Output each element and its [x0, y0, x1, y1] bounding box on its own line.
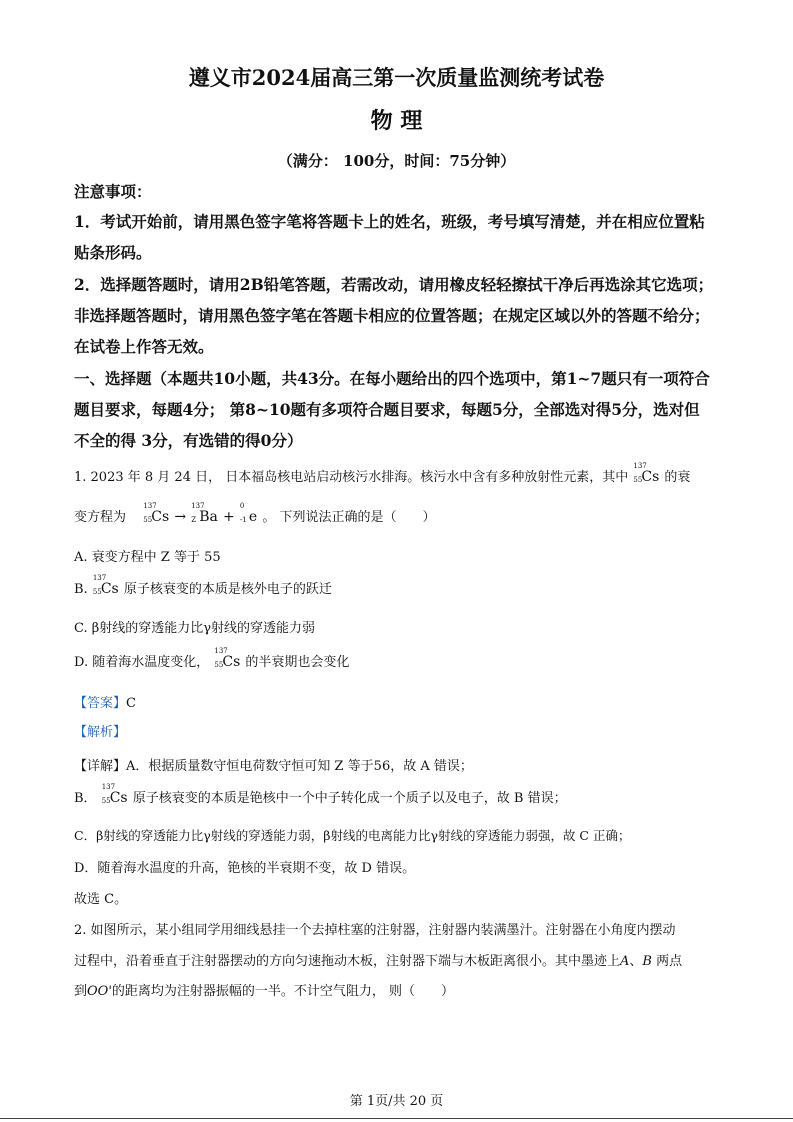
detail-b: [74, 783, 567, 806]
equation-cs: [143, 502, 170, 525]
option-b-nuclide: [92, 574, 119, 597]
q2-line-2-text: 过程中，沿着垂直于注射器摆动的方向匀速拖动木板，注射器下端与木板距离很小。其中墨迹上: [74, 954, 621, 969]
conclusion: 故选 C。: [74, 892, 128, 907]
q2-line-1: 2. 如图所示，某小组同学用细线悬挂一个去掉柱塞的注射器，注射器内装满墨汁。注射器在小角度内摆动: [74, 923, 676, 938]
q1-option-b-prefix: B.: [74, 582, 88, 597]
equation-e-symbol: e: [248, 509, 258, 525]
axis-oo-label: OO': [87, 984, 112, 999]
q2-line-3-text: 的距离均为注射器振幅的一半。不计空气阻力， 则（ ）: [111, 984, 455, 999]
equation-ba: [191, 502, 218, 525]
section-1-line-2: 题目要求，每题4分； 第8~10题有多项符合题目要求，每题5分，全部选对得5分，选对但: [74, 400, 700, 419]
detail-b-prefix: B．: [74, 791, 97, 806]
notice-item-2-line-2: 非选择题答题时，请用黑色签字笔在答题卡相应的位置答题；在规定区域以外的答题不给分；: [74, 306, 710, 325]
equation-cs-mass: 137: [143, 502, 157, 510]
detail-b-nuclide: [101, 783, 128, 806]
detail-c: C．β射线的穿透能力比γ射线的穿透能力弱，β射线的电离能力比γ射线的穿透能力弱强，故 C 正确；: [74, 828, 631, 843]
q1-option-d-text: 的半衰期也会变化: [245, 655, 350, 670]
option-d-mass: 137: [214, 647, 228, 655]
equation-arrow: →: [174, 509, 187, 525]
equation-e-charge: -1: [239, 516, 247, 524]
equation-cs-charge: 55: [143, 516, 153, 524]
q2-line-2: [74, 950, 682, 969]
exam-info: （满分： 100分，时间：75分钟）: [277, 152, 516, 170]
answer-value: C: [126, 696, 136, 711]
subject-title: 物 理: [370, 108, 423, 134]
option-d-nuclide: [214, 647, 241, 670]
q2-line-3: [74, 980, 454, 999]
q1-stem-line-1: [74, 462, 691, 485]
detail-b-symbol: Cs: [109, 790, 128, 806]
q1-option-b-text: 原子核衰变的本质是核外电子的跃迁: [123, 582, 332, 597]
page-number: 第 1页/共 20 页: [349, 1094, 444, 1109]
option-b-symbol: Cs: [100, 581, 119, 597]
q2-line-2-end: 两点: [651, 954, 683, 969]
footer-divider: [0, 1118, 793, 1119]
q2-line-3-prefix: 到: [74, 984, 88, 999]
cs-mass-number: 137: [633, 462, 647, 470]
detail-b-mass: 137: [101, 783, 116, 791]
detail-d: D．随着海水温度的升高，铯核的半衰期不变，故 D 错误。: [74, 861, 416, 876]
point-a-label: A: [620, 954, 630, 969]
equation-electron: [239, 502, 258, 525]
analysis-label: 【解析】: [74, 725, 127, 740]
section-1-line-3: 不全的得 3分，有选错的得0分）: [74, 431, 303, 450]
q1-stem-text-a: 1. 2023 年 8 月 24 日， 日本福岛核电站启动核污水排海。核污水中含有多种放射性元素，其中: [74, 470, 629, 485]
option-b-charge: 55: [92, 588, 102, 596]
detail-b-charge: 55: [101, 797, 111, 805]
notice-item-1-line-2: 贴条形码。: [74, 243, 152, 262]
notice-item-2-line-3: 在试卷上作答无效。: [74, 337, 214, 356]
equation-ba-mass: 137: [191, 502, 205, 510]
answer-label: 【答案】: [74, 696, 127, 711]
cs-symbol: Cs: [641, 469, 660, 485]
q1-answer: [74, 692, 136, 711]
notice-item-1-line-1: 1．考试开始前，请用黑色签字笔将答题卡上的姓名，班级，考号填写清楚，并在相应位置粘: [74, 212, 705, 231]
equation-plus: +: [223, 509, 235, 525]
q1-option-d-prefix: D. 随着海水温度变化，: [74, 655, 210, 670]
notice-item-2-line-1: 2．选择题答题时，请用2B铅笔答题，若需改动，请用橡皮轻轻擦拭干净后再选涂其它选项；: [74, 275, 714, 294]
q1-stem-line-2: [74, 502, 436, 525]
detail-a: 【详解】A．根据质量数守恒电荷数守恒可知 Z 等于56，故 A 错误；: [74, 759, 473, 774]
cs-nuclide-symbol: [633, 462, 660, 485]
notice-heading: 注意事项：: [74, 182, 152, 201]
equation-ba-charge: Z: [191, 516, 197, 524]
section-1-line-1: 一、选择题（本题共10小题，共43分。在每小题给出的四个选项中，第1~7题只有一项符合: [74, 369, 710, 388]
q1-option-c: C. β射线的穿透能力比γ射线的穿透能力弱: [74, 621, 316, 636]
point-b-label: B: [642, 954, 652, 969]
option-b-mass: 137: [92, 574, 107, 582]
equation-end: 。: [262, 510, 276, 525]
equation-e-mass: 0: [239, 502, 245, 510]
q1-stem-text-b: 的衰: [664, 470, 691, 485]
q1-option-a: A. 衰变方程中 Z 等于 55: [74, 550, 221, 565]
cs-charge-number: 55: [633, 476, 643, 484]
q1-option-d: [74, 647, 350, 670]
q1-option-b: [74, 574, 332, 597]
q1-stem-text-d: 下列说法正确的是（ ）: [279, 510, 436, 525]
option-d-charge: 55: [214, 661, 224, 669]
q1-stem-text-c: 变方程为: [74, 510, 127, 525]
exam-title: 遵义市2024届高三第一次质量监测统考试卷: [188, 65, 605, 90]
detail-b-text: 原子核衰变的本质是铯核中一个中子转化成一个质子以及电子，故 B 错误；: [132, 791, 567, 806]
decay-equation: [142, 502, 279, 525]
option-d-symbol: Cs: [222, 654, 241, 670]
q2-separator: 、: [629, 954, 643, 969]
equation-ba-symbol: Ba: [199, 509, 218, 525]
equation-cs-symbol: Cs: [151, 509, 170, 525]
